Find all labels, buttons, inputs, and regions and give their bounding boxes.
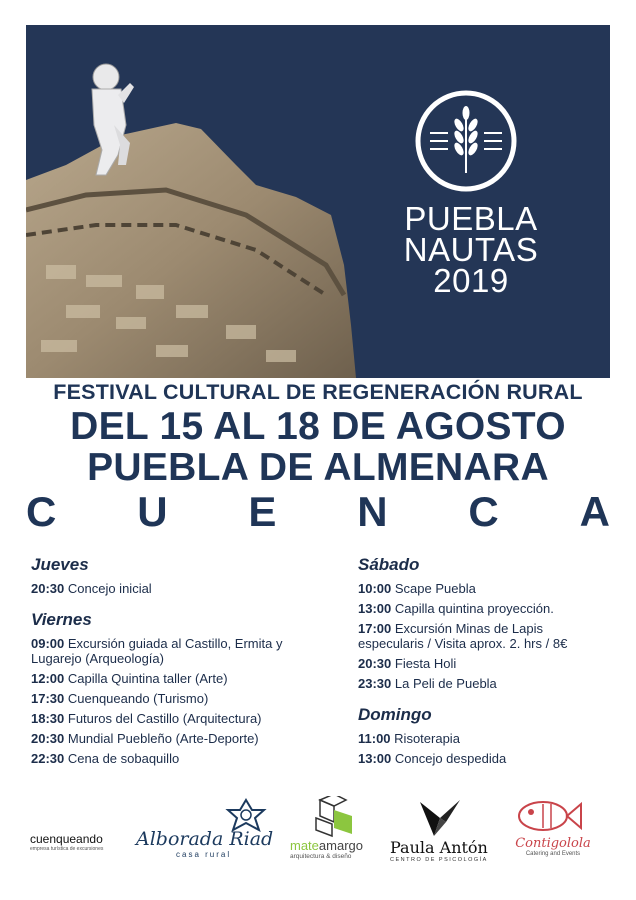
province-letter: U — [137, 488, 168, 535]
contigolola-tagline: Catering and Events — [525, 851, 581, 857]
event-time: 22:30 — [31, 751, 65, 766]
event-item — [31, 751, 293, 766]
mateamargo-name — [290, 838, 374, 853]
event-time: 20:30 — [31, 731, 65, 746]
event-time: 13:00 — [358, 601, 392, 616]
event-text: Scape Puebla — [394, 581, 476, 596]
day-heading: Jueves — [31, 555, 89, 574]
event-text: Capilla Quintina taller (Arte) — [67, 671, 228, 686]
cuenqueando-tagline: empresa turística de excursiones — [30, 846, 104, 852]
event-text: Excursión guiada al Castillo, Ermita y Lugarejo (Arqueología) — [31, 636, 283, 666]
event-time: 12:00 — [31, 671, 65, 686]
alborada-tagline: casa rural — [176, 850, 232, 859]
event-time: 10:00 — [358, 581, 392, 596]
mateamargo-name-b: amargo — [318, 838, 363, 853]
event-text: Cena de sobaquillo — [67, 751, 180, 766]
event-time: 17:00 — [358, 621, 392, 636]
sponsor-logos — [0, 790, 636, 880]
paula-tagline: CENTRO DE PSICOLOGÍA — [390, 857, 488, 863]
festival-place: PUEBLA DE ALMENARA — [87, 446, 549, 489]
event-item — [31, 731, 293, 746]
event-time: 20:30 — [31, 581, 65, 596]
province-letter: C — [468, 488, 499, 535]
event-text: Concejo despedida — [394, 751, 507, 766]
brand-title — [376, 200, 566, 299]
event-text: Excursión Minas de Lapis especularis / Visita aprox. 2. hrs / 8€ — [358, 621, 568, 651]
brand-line-2: NAUTAS — [403, 231, 539, 268]
brand-line-1: PUEBLA — [404, 200, 538, 237]
event-item — [358, 581, 604, 596]
event-item — [31, 711, 293, 726]
event-text: Risoterapia — [394, 731, 460, 746]
event-item — [31, 671, 293, 686]
event-time: 20:30 — [358, 656, 392, 671]
cube-icon — [306, 796, 356, 838]
event-text: Cuenqueando (Turismo) — [67, 691, 209, 706]
brand-year: 2019 — [433, 262, 509, 299]
event-text: Fiesta Holi — [394, 656, 457, 671]
logo-paula-anton — [390, 796, 490, 863]
festival-dates: DEL 15 AL 18 DE AGOSTO — [70, 405, 566, 448]
logo-cuenqueando — [30, 832, 130, 852]
mandala-icon — [224, 798, 268, 832]
province-name — [26, 488, 610, 534]
event-time: 11:00 — [358, 731, 391, 746]
event-item — [31, 636, 293, 666]
event-item — [358, 751, 604, 766]
province-letter: N — [357, 488, 388, 535]
castle-tower-photo — [26, 25, 356, 378]
day-heading: Domingo — [358, 705, 432, 724]
event-time: 23:30 — [358, 676, 392, 691]
fish-icon — [513, 796, 585, 836]
province-letter: C — [26, 488, 57, 535]
logo-contigolola — [505, 796, 601, 857]
event-time: 09:00 — [31, 636, 65, 651]
event-text: La Peli de Puebla — [394, 676, 497, 691]
event-text: Futuros del Castillo (Arquitectura) — [67, 711, 262, 726]
event-item — [358, 621, 604, 651]
alborada-name: Alborada Riad — [136, 828, 274, 850]
event-text: Concejo inicial — [67, 581, 152, 596]
event-time: 18:30 — [31, 711, 65, 726]
contigolola-name: Contigolola — [515, 836, 591, 851]
event-text: Capilla quintina proyección. — [394, 601, 554, 616]
event-item — [31, 581, 293, 596]
event-time: 17:30 — [31, 691, 65, 706]
schedule-left-column — [31, 555, 293, 771]
mateamargo-tagline: arquitectura & diseño — [290, 853, 352, 860]
paula-name: Paula Antón — [390, 838, 488, 857]
event-item — [358, 601, 604, 616]
schedule-right-column — [358, 555, 604, 771]
hero-banner — [26, 25, 610, 378]
cuenqueando-name: cuenqueando — [30, 832, 103, 846]
event-time: 13:00 — [358, 751, 392, 766]
event-text: Mundial Puebleño (Arte-Deporte) — [67, 731, 259, 746]
event-item — [31, 691, 293, 706]
mateamargo-name-a: mate — [290, 838, 319, 853]
day-heading: Viernes — [31, 610, 92, 629]
festival-subtitle: FESTIVAL CULTURAL DE REGENERACIÓN RURAL — [53, 380, 583, 404]
event-item — [358, 656, 604, 671]
origami-bird-icon — [416, 796, 464, 838]
wheat-emblem-icon — [414, 89, 518, 193]
day-heading: Sábado — [358, 555, 420, 574]
event-item — [358, 731, 604, 746]
event-item — [358, 676, 604, 691]
province-letter: A — [579, 488, 610, 535]
logo-mateamargo — [290, 796, 374, 860]
province-letter: E — [248, 488, 277, 535]
